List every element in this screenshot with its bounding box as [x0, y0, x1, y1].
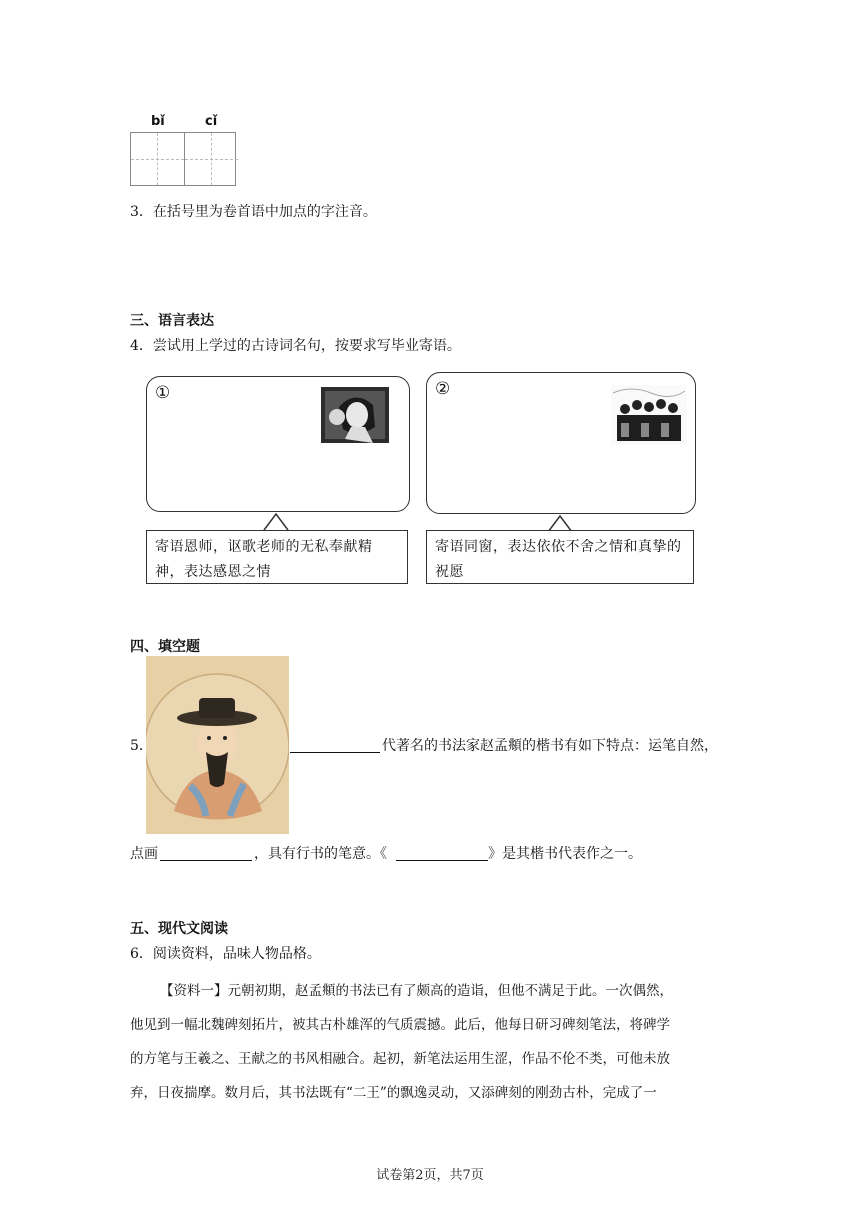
pinyin-bi: bǐ — [151, 114, 165, 129]
board-number: ② — [435, 379, 451, 399]
teacher-illustration — [321, 387, 389, 443]
grid-cell[interactable] — [184, 133, 238, 185]
pinyin-ci: cǐ — [205, 114, 218, 129]
board-number: ① — [155, 383, 171, 403]
question-3: 3．在括号里为卷首语中加点的字注音。 — [130, 204, 377, 220]
passage-line-2: 他见到一幅北魏碑刻拓片，被其古朴雄浑的气质震撼。此后，他每日研习碑刻笔法，将碑学 — [130, 1017, 670, 1033]
section-5-title: 五、现代文阅读 — [130, 921, 228, 937]
section-4-title: 四、填空题 — [130, 639, 200, 655]
question-5-line2-start: 点画 — [130, 846, 158, 862]
writing-grid[interactable] — [130, 132, 236, 186]
pointer-arrow-1 — [262, 512, 290, 532]
question-5-line1: 代著名的书法家赵孟頫的楷书有如下特点：运笔自然， — [382, 738, 718, 754]
question-5-line2-mid: ，具有行书的笔意。《 — [254, 846, 387, 862]
zhao-mengfu-portrait — [146, 656, 289, 834]
passage-line-4: 弃，日夜揣摩。数月后，其书法既有“二王”的飘逸灵动，又添碑刻的刚劲古朴，完成了一 — [130, 1085, 657, 1101]
page-footer: 试卷第2页，共7页 — [376, 1168, 484, 1183]
board-1-caption: 寄语恩师，讴歌老师的无私奉献精神，表达感恩之情 — [146, 530, 408, 584]
blank-strokes[interactable] — [160, 846, 252, 861]
question-4: 4．尝试用上学过的古诗词名句，按要求写毕业寄语。 — [130, 338, 461, 354]
blank-work-title[interactable] — [396, 846, 488, 861]
classmates-illustration — [611, 385, 687, 445]
blank-dynasty[interactable] — [290, 738, 380, 753]
question-6: 6．阅读资料，品味人物品格。 — [130, 946, 321, 962]
question-5-number: 5． — [130, 738, 153, 754]
message-board-1[interactable] — [146, 376, 410, 512]
board-2-caption: 寄语同窗，表达依依不舍之情和真挚的祝愿 — [426, 530, 694, 584]
message-board-2[interactable] — [426, 372, 696, 514]
grid-cell[interactable] — [131, 133, 184, 185]
passage-line-1: 【资料一】元朝初期，赵孟頫的书法已有了颇高的造诣，但他不满足于此。一次偶然， — [160, 983, 673, 999]
question-5-line2-end: 》是其楷书代表作之一。 — [488, 846, 642, 862]
passage-line-3: 的方笔与王羲之、王献之的书风相融合。起初，新笔法运用生涩，作品不伦不类，可他未放 — [130, 1051, 670, 1067]
section-3-title: 三、语言表达 — [130, 313, 214, 329]
